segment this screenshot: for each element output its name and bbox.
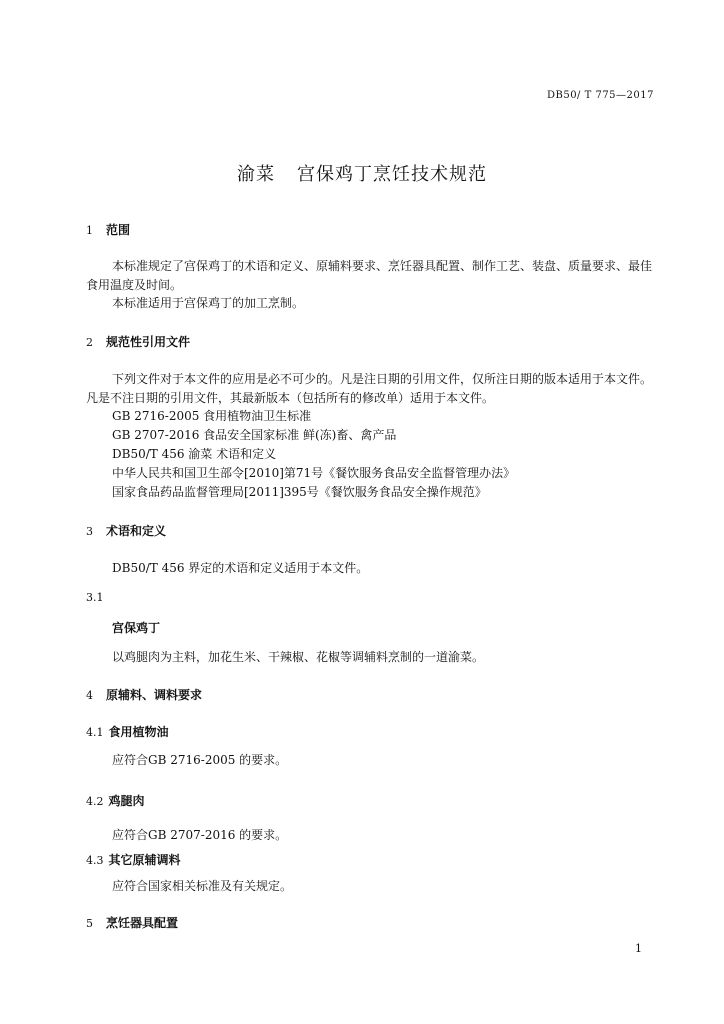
- section-4-heading: [86, 686, 202, 703]
- section-4-number: 4: [86, 689, 93, 702]
- section-3-title: 术语和定义: [106, 524, 167, 538]
- reference-item: GB 2707-2016 食品安全国家标准 鲜(冻)畜、禽产品: [112, 428, 397, 442]
- section-2-heading: [86, 333, 190, 350]
- section-4-title: 原辅料、调料要求: [106, 688, 203, 702]
- section-1-text-1: 本标准规定了宫保鸡丁的术语和定义、原辅料要求、烹饪器具配置、制作工艺、装盘、质量要求、最佳食用温度及时间。: [86, 259, 653, 292]
- subsection-4-3-number: 4.3: [86, 854, 104, 867]
- section-2-title: 规范性引用文件: [106, 335, 191, 349]
- section-2-text-1: 下列文件对于本文件的应用是必不可少的。凡是注日期的引用文件，仅所注日期的版本适用于本文件。凡是不注日期的引用文件，其最新版本（包括所有的修改单）适用于本文件。: [86, 372, 653, 405]
- subsection-4-3-title: 其它原辅调料: [108, 853, 181, 867]
- section-3-heading: [86, 522, 166, 539]
- subsection-3-1-number: 3.1: [86, 591, 104, 604]
- subsection-4-2-number: 4.2: [86, 795, 104, 808]
- reference-item: 中华人民共和国卫生部令[2010]第71号《餐饮服务食品安全监督管理办法》: [112, 466, 516, 480]
- title-part-1: 渝菜: [237, 164, 275, 185]
- page-number: 1: [635, 942, 642, 955]
- subsection-4-3-text: 应符合国家相关标准及有关规定。: [112, 879, 293, 893]
- subsection-4-2-title: 鸡腿肉: [108, 794, 145, 808]
- section-3-paragraph-1: DB50/T 456 界定的术语和定义适用于本文件。: [112, 561, 369, 575]
- section-1-heading: [86, 221, 130, 238]
- subsection-4-1-title: 食用植物油: [108, 725, 169, 739]
- section-1-number: 1: [86, 224, 93, 237]
- section-5-heading: [86, 914, 178, 931]
- subsection-4-1-number: 4.1: [86, 726, 104, 739]
- section-2-number: 2: [86, 336, 93, 349]
- subsection-4-1-heading: [86, 723, 169, 740]
- title-part-2: 宫保鸡丁烹饪技术规范: [297, 164, 487, 185]
- reference-item: DB50/T 456 渝菜 术语和定义: [112, 447, 277, 461]
- subsection-4-1-text: 应符合GB 2716-2005 的要求。: [112, 753, 288, 767]
- document-code: DB50/ T 775—2017: [546, 90, 654, 101]
- reference-item: GB 2716-2005 食用植物油卫生标准: [112, 409, 312, 423]
- section-2-paragraph-1: [86, 370, 658, 408]
- subsection-3-1-heading: [86, 590, 109, 604]
- page-title: [0, 160, 724, 186]
- term-definition: 以鸡腿肉为主料，加花生米、干辣椒、花椒等调辅料烹制的一道渝菜。: [112, 650, 485, 664]
- subsection-4-2-heading: [86, 792, 145, 809]
- section-5-title: 烹饪器具配置: [106, 916, 179, 930]
- reference-item: 国家食品药品监督管理局[2011]395号《餐饮服务食品安全操作规范》: [112, 485, 487, 499]
- section-5-number: 5: [86, 917, 93, 930]
- section-1-title: 范围: [106, 223, 131, 237]
- section-1-paragraph-1: [86, 257, 658, 295]
- subsection-4-3-heading: [86, 851, 181, 868]
- subsection-4-2-text: 应符合GB 2707-2016 的要求。: [112, 828, 288, 842]
- section-1-paragraph-2: 本标准适用于宫保鸡丁的加工烹制。: [112, 296, 305, 310]
- term-name: 宫保鸡丁: [112, 621, 161, 635]
- section-3-number: 3: [86, 525, 93, 538]
